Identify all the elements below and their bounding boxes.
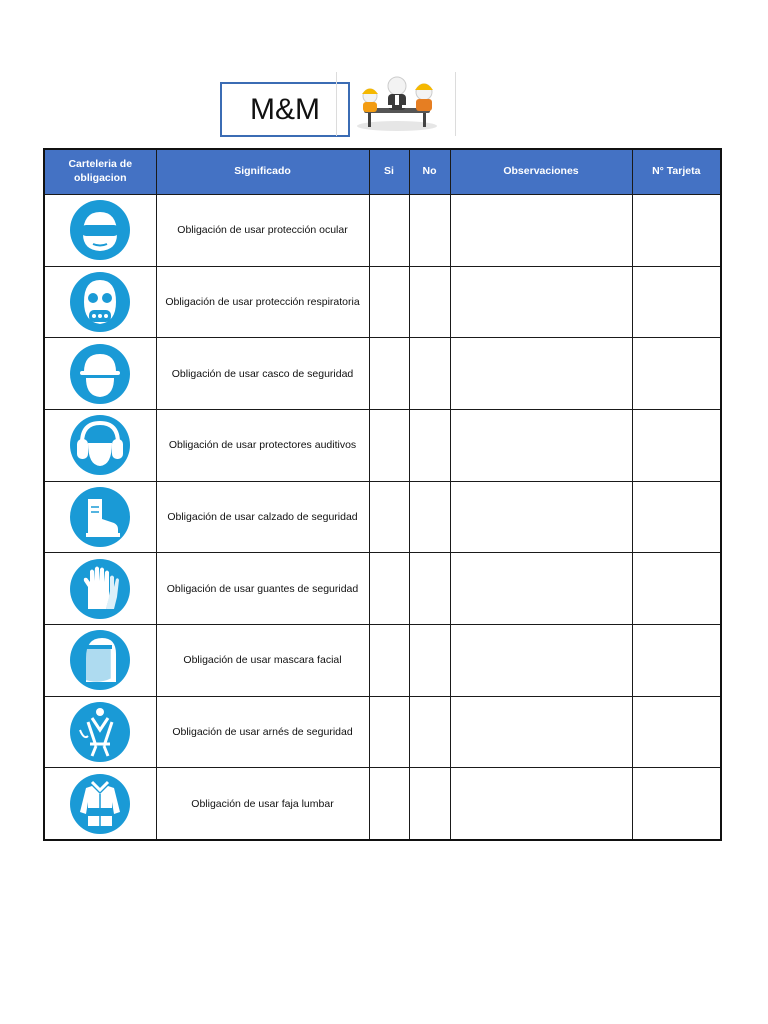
si-cell[interactable] [369,768,409,840]
si-cell[interactable] [369,481,409,553]
no-cell[interactable] [409,696,450,768]
no-cell[interactable] [409,553,450,625]
observaciones-cell[interactable] [450,409,632,481]
si-cell[interactable] [369,266,409,338]
workers-meeting-icon [354,74,440,132]
significado-cell: Obligación de usar faja lumbar [156,768,369,840]
face-shield-icon [62,628,138,692]
safety-harness-icon [62,700,138,764]
respirator-icon [62,270,138,334]
si-cell[interactable] [369,338,409,410]
tarjeta-cell[interactable] [632,195,721,267]
header-si: Si [369,149,409,195]
observaciones-cell[interactable] [450,553,632,625]
lumbar-belt-icon [62,772,138,836]
significado-cell: Obligación de usar arnés de seguridad [156,696,369,768]
si-cell[interactable] [369,624,409,696]
observaciones-cell[interactable] [450,768,632,840]
si-cell[interactable] [369,696,409,768]
hard-hat-icon [62,342,138,406]
tarjeta-cell[interactable] [632,481,721,553]
sign-cell [44,696,156,768]
safety-gloves-icon [62,557,138,621]
sign-cell [44,409,156,481]
table-row [44,481,721,553]
company-logo [220,82,350,137]
header-observaciones: Observaciones [450,149,632,195]
observaciones-cell[interactable] [450,696,632,768]
significado-cell: Obligación de usar calzado de seguridad [156,481,369,553]
sign-cell [44,768,156,840]
table-row [44,409,721,481]
eye-protection-icon [62,198,138,262]
significado-cell: Obligación de usar protección respiratoria [156,266,369,338]
sign-cell [44,553,156,625]
table-row [44,696,721,768]
table-row [44,624,721,696]
table-header-row [44,149,721,195]
sign-cell [44,338,156,410]
table-row [44,768,721,840]
tarjeta-cell[interactable] [632,266,721,338]
no-cell[interactable] [409,338,450,410]
table-row [44,266,721,338]
header-significado: Significado [156,149,369,195]
no-cell[interactable] [409,481,450,553]
observaciones-cell[interactable] [450,624,632,696]
tarjeta-cell[interactable] [632,768,721,840]
tarjeta-cell[interactable] [632,624,721,696]
obligation-signs-table [43,148,722,841]
significado-cell: Obligación de usar casco de seguridad [156,338,369,410]
safety-boot-icon [62,485,138,549]
header-tarjeta: N° Tarjeta [632,149,721,195]
header-no: No [409,149,450,195]
no-cell[interactable] [409,195,450,267]
observaciones-cell[interactable] [450,338,632,410]
significado-cell: Obligación de usar mascara facial [156,624,369,696]
sign-cell [44,481,156,553]
tarjeta-cell[interactable] [632,338,721,410]
significado-cell: Obligación de usar guantes de seguridad [156,553,369,625]
logo-text: M&M [250,92,320,126]
table-row [44,553,721,625]
sign-cell [44,195,156,267]
tarjeta-cell[interactable] [632,553,721,625]
table-row [44,338,721,410]
header-carteleria: Carteleria de obligacion [44,149,156,195]
no-cell[interactable] [409,409,450,481]
header-divider-right [455,72,456,136]
sign-cell [44,266,156,338]
tarjeta-cell[interactable] [632,696,721,768]
observaciones-cell[interactable] [450,266,632,338]
observaciones-cell[interactable] [450,195,632,267]
header-divider-left [336,72,337,136]
sign-cell [44,624,156,696]
significado-cell: Obligación de usar protectores auditivos [156,409,369,481]
no-cell[interactable] [409,624,450,696]
si-cell[interactable] [369,553,409,625]
table-row [44,195,721,267]
observaciones-cell[interactable] [450,481,632,553]
no-cell[interactable] [409,768,450,840]
ear-protection-icon [62,413,138,477]
si-cell[interactable] [369,409,409,481]
tarjeta-cell[interactable] [632,409,721,481]
si-cell[interactable] [369,195,409,267]
significado-cell: Obligación de usar protección ocular [156,195,369,267]
no-cell[interactable] [409,266,450,338]
